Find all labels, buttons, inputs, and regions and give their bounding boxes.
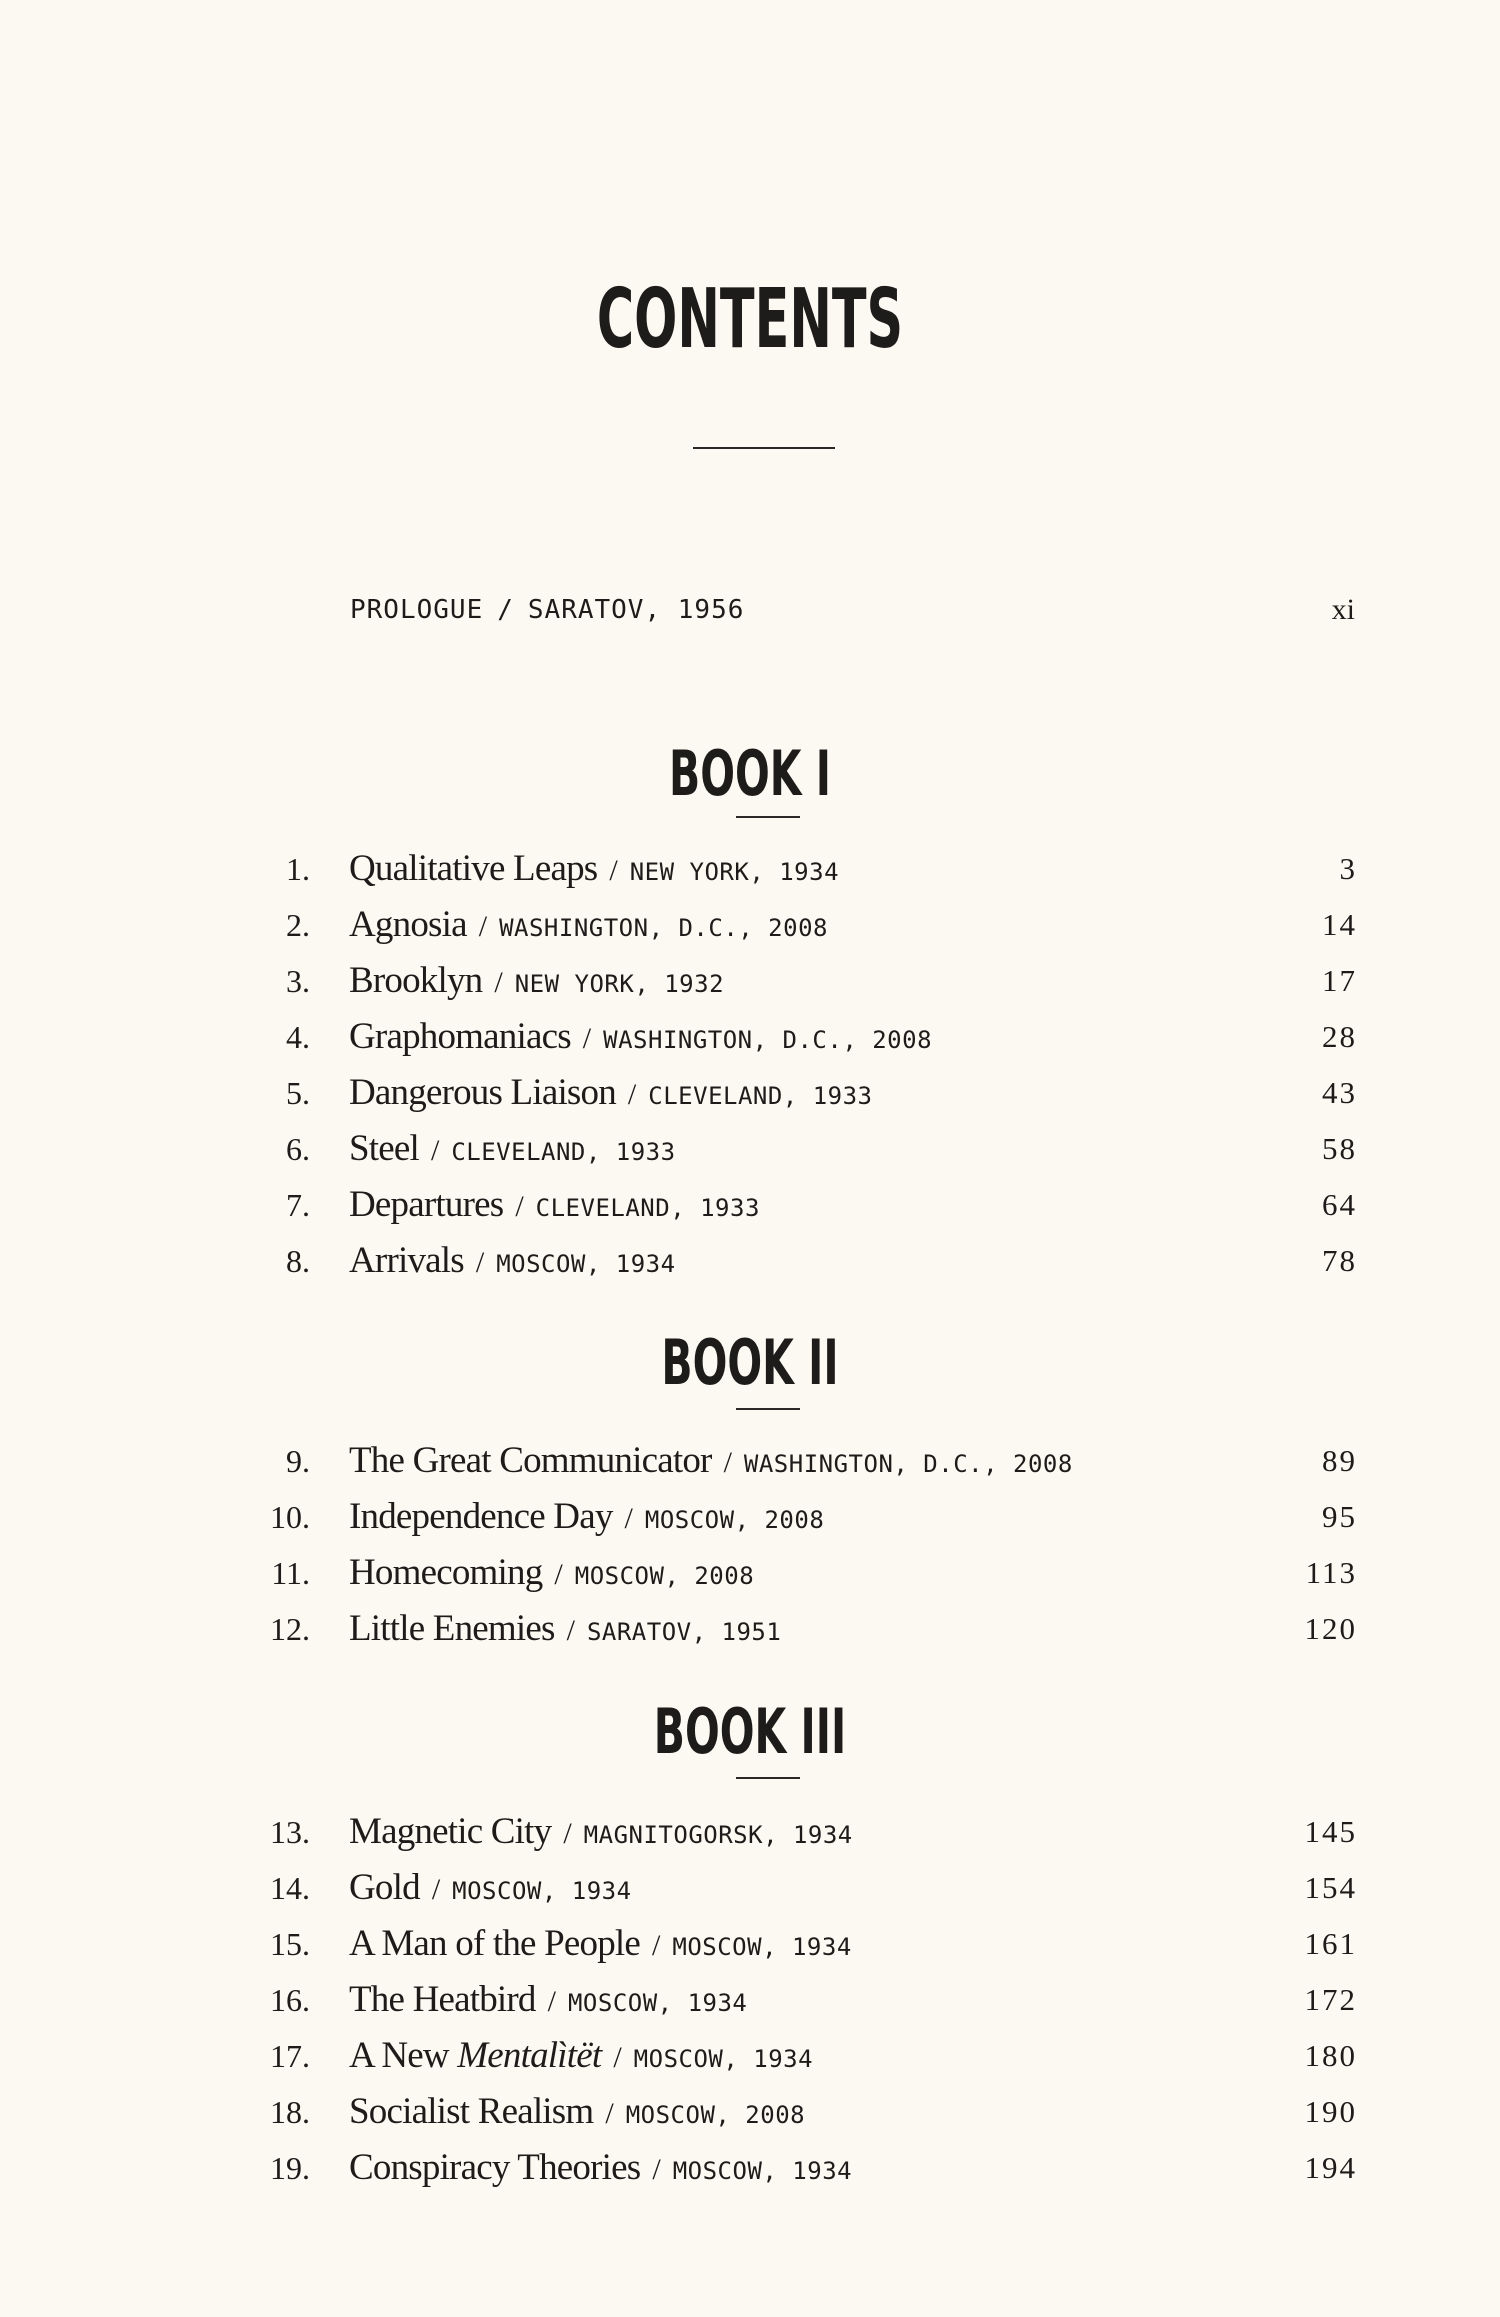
chapter-location: NEW YORK, 1934 — [629, 858, 840, 886]
chapter-page: 95 — [1322, 1499, 1357, 1534]
chapter-page: 89 — [1322, 1443, 1357, 1478]
chapter-title-italic: Mentalìtët — [457, 2035, 602, 2076]
toc-entry[interactable] — [0, 1603, 1500, 1655]
separator: / — [494, 966, 503, 999]
chapter-page: 120 — [1304, 1611, 1357, 1646]
chapter-location: MOSCOW, 1934 — [567, 1989, 748, 2017]
chapter-title: Conspiracy Theories — [349, 2147, 641, 2188]
separator: / — [605, 2097, 614, 2130]
chapter-page: 28 — [1322, 1019, 1357, 1054]
prologue-text — [350, 590, 744, 630]
toc-entry[interactable] — [0, 1179, 1500, 1231]
chapter-location: WASHINGTON, D.C., 2008 — [603, 1026, 933, 1054]
chapter-location: MOSCOW, 1934 — [452, 1877, 632, 1905]
toc-entry[interactable] — [0, 899, 1500, 951]
separator: / — [723, 1446, 732, 1479]
chapter-location: MOSCOW, 2008 — [644, 1506, 825, 1534]
toc-entry[interactable] — [0, 1123, 1500, 1175]
toc-entry[interactable] — [0, 1806, 1500, 1858]
chapter-number: 2. — [286, 907, 310, 943]
separator: / — [627, 1078, 637, 1111]
chapter-page: 64 — [1322, 1187, 1357, 1222]
separator: / — [566, 1614, 575, 1647]
chapter-number: 11. — [271, 1555, 310, 1591]
separator: / — [431, 1873, 441, 1906]
chapter-number: 9. — [286, 1443, 310, 1479]
chapter-title: The Great Communicator — [349, 1440, 712, 1481]
prologue-separator: / — [497, 595, 514, 625]
book-heading: BOOK II — [661, 1326, 839, 1399]
chapter-number: 4. — [286, 1019, 310, 1055]
chapter-location: CLEVELAND, 1933 — [535, 1194, 760, 1222]
chapter-location: MAGNITOGORSK, 1934 — [583, 1821, 853, 1849]
toc-entry[interactable] — [0, 1974, 1500, 2026]
toc-entry[interactable] — [0, 1491, 1500, 1543]
separator: / — [609, 854, 618, 887]
chapter-title — [349, 2035, 601, 2076]
toc-entry[interactable] — [0, 2086, 1500, 2138]
toc-entry[interactable] — [0, 1918, 1500, 1970]
chapter-location: WASHINGTON, D.C., 2008 — [743, 1450, 1073, 1478]
chapter-number: 5. — [286, 1075, 310, 1111]
book-rule — [736, 1777, 800, 1779]
toc-entry[interactable] — [0, 1235, 1500, 1287]
title-rule — [693, 447, 835, 449]
chapter-number: 12. — [270, 1611, 310, 1647]
chapter-title: Homecoming — [349, 1552, 543, 1593]
chapter-title: The Heatbird — [349, 1979, 536, 2020]
toc-entry[interactable] — [0, 2030, 1500, 2082]
toc-entry[interactable] — [0, 1862, 1500, 1914]
chapter-page: 145 — [1304, 1814, 1357, 1849]
chapter-number: 7. — [286, 1187, 310, 1223]
chapter-title: Steel — [349, 1128, 419, 1169]
chapter-page: 14 — [1322, 907, 1357, 942]
prologue-location: SARATOV, 1956 — [527, 595, 745, 625]
chapter-number: 14. — [270, 1870, 310, 1906]
separator: / — [582, 1022, 592, 1055]
chapter-location: CLEVELAND, 1933 — [451, 1138, 676, 1166]
chapter-page: 194 — [1304, 2150, 1357, 2185]
chapter-location: NEW YORK, 1932 — [514, 970, 725, 998]
toc-entry[interactable] — [0, 1011, 1500, 1063]
separator: / — [652, 2153, 661, 2186]
prologue-page: xi — [1331, 593, 1355, 626]
chapter-number: 8. — [286, 1243, 310, 1279]
chapter-title: Arrivals — [349, 1240, 464, 1281]
separator: / — [652, 1929, 661, 1962]
book-rule — [736, 816, 800, 818]
separator: / — [475, 1246, 485, 1279]
chapter-page: 190 — [1304, 2094, 1357, 2129]
separator: / — [613, 2041, 622, 2074]
prologue-entry[interactable] — [350, 590, 1355, 630]
chapter-page: 17 — [1322, 963, 1357, 998]
chapter-title: Magnetic City — [349, 1811, 552, 1852]
chapter-title: Gold — [349, 1867, 420, 1908]
book-heading: BOOK I — [669, 737, 831, 810]
chapter-number: 16. — [270, 1982, 310, 2018]
separator: / — [515, 1190, 524, 1223]
toc-entry[interactable] — [0, 955, 1500, 1007]
separator: / — [430, 1134, 440, 1167]
page-title: CONTENTS — [596, 272, 904, 367]
separator: / — [478, 910, 488, 943]
chapter-title: Qualitative Leaps — [349, 848, 598, 889]
book-heading: BOOK III — [653, 1695, 847, 1768]
chapter-location: MOSCOW, 1934 — [633, 2045, 814, 2073]
chapter-page: 172 — [1304, 1982, 1357, 2017]
chapter-title: Dangerous Liaison — [349, 1072, 616, 1113]
chapter-title: Little Enemies — [349, 1608, 555, 1649]
chapter-number: 19. — [270, 2150, 310, 2186]
separator: / — [547, 1985, 556, 2018]
chapter-title: A Man of the People — [349, 1923, 641, 1964]
chapter-page: 161 — [1304, 1926, 1357, 1961]
chapter-location: MOSCOW, 1934 — [496, 1250, 676, 1278]
chapter-page: 154 — [1304, 1870, 1357, 1905]
chapter-location: MOSCOW, 2008 — [574, 1562, 755, 1590]
toc-entry[interactable] — [0, 1547, 1500, 1599]
chapter-location: CLEVELAND, 1933 — [648, 1082, 873, 1110]
chapter-location: SARATOV, 1951 — [586, 1618, 782, 1646]
toc-entry[interactable] — [0, 1067, 1500, 1119]
book-rule — [736, 1408, 800, 1410]
chapter-number: 15. — [270, 1926, 310, 1962]
toc-entry[interactable] — [0, 2142, 1500, 2194]
chapter-location: MOSCOW, 1934 — [672, 1933, 852, 1961]
chapter-title: Agnosia — [349, 904, 467, 945]
separator: / — [563, 1817, 572, 1850]
chapter-title-roman: A New — [349, 2035, 458, 2076]
toc-entry[interactable] — [0, 843, 1500, 895]
chapter-page: 3 — [1339, 851, 1357, 886]
chapter-page: 58 — [1322, 1131, 1357, 1166]
separator: / — [554, 1558, 563, 1591]
chapter-title: Brooklyn — [349, 960, 483, 1001]
prologue-label: PROLOGUE — [350, 595, 484, 625]
separator: / — [624, 1502, 633, 1535]
chapter-number: 1. — [286, 851, 310, 887]
chapter-title: Departures — [349, 1184, 504, 1225]
chapter-location: WASHINGTON, D.C., 2008 — [499, 914, 828, 942]
chapter-number: 13. — [270, 1814, 310, 1850]
chapter-number: 10. — [270, 1499, 310, 1535]
chapter-page: 78 — [1322, 1243, 1357, 1278]
chapter-title: Independence Day — [349, 1496, 613, 1537]
chapter-number: 18. — [270, 2094, 310, 2130]
chapter-number: 17. — [270, 2038, 310, 2074]
chapter-location: MOSCOW, 2008 — [625, 2101, 806, 2129]
chapter-page: 180 — [1304, 2038, 1357, 2073]
toc-entry[interactable] — [0, 1435, 1500, 1487]
chapter-title: Socialist Realism — [349, 2091, 594, 2132]
chapter-page: 113 — [1305, 1555, 1357, 1590]
chapter-title: Graphomaniacs — [349, 1016, 571, 1057]
chapter-number: 6. — [286, 1131, 310, 1167]
chapter-page: 43 — [1322, 1075, 1357, 1110]
chapter-location: MOSCOW, 1934 — [672, 2157, 853, 2185]
chapter-number: 3. — [286, 963, 310, 999]
